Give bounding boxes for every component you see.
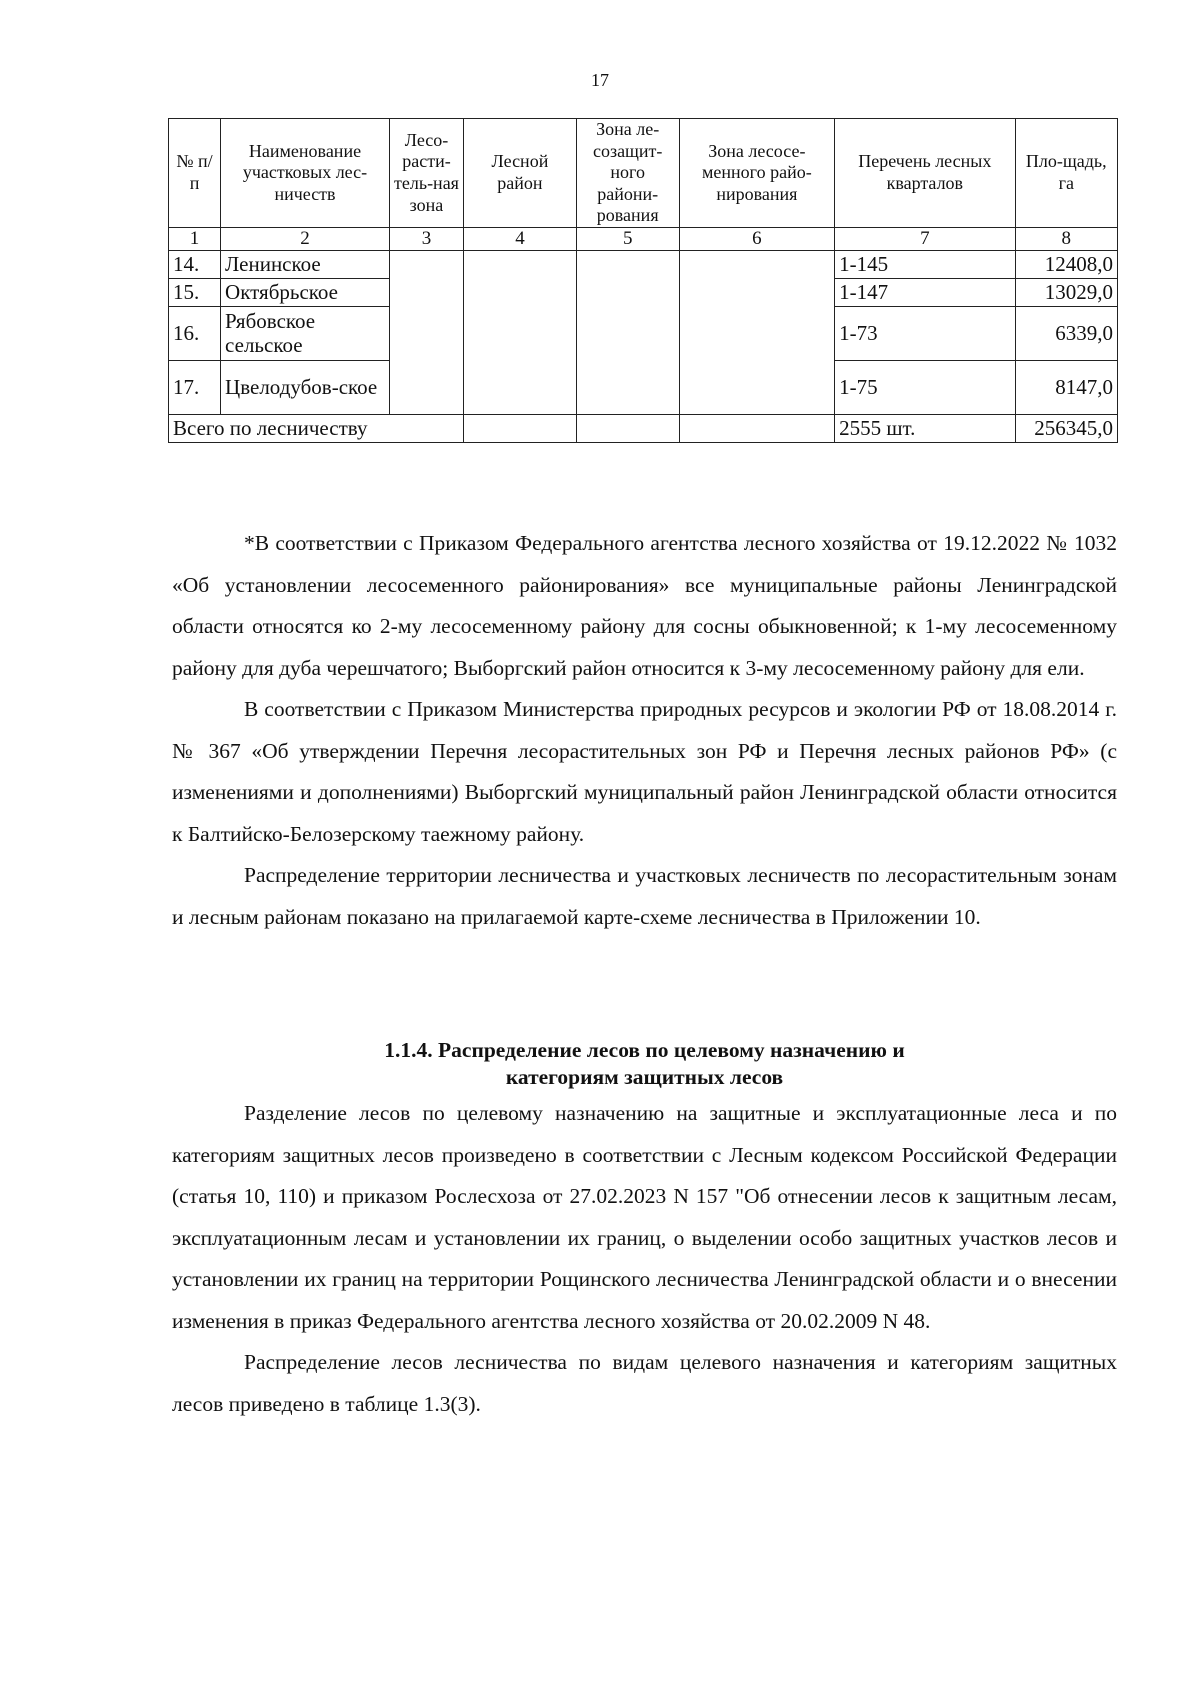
page-number: 17 [591,70,609,90]
paragraph: Разделение лесов по целевому назначению на защитные и эксплуатационные леса и по категориям защитных лесов произведено в соответствии с Лесным кодексом Российской Федерации (статья 10, 110) и приказом Рослесхоза от 27.02.2023 N 157 "Об отнесении лесов к защитным лесам, эксплуатационным лесам и установлении их границ, о выделении особо защитных участков лесов и установлении их границ на территории Рощинского лесничества Ленинградской области и о внесении изменения в приказ Федерального агентства лесного хозяйства от 20.02.2009 N 48. [172,1101,1117,1333]
row-quarters: 1-145 [835,250,1015,278]
header-forest-region: Лесной район [464,119,577,228]
row-quarters: 1-75 [835,360,1015,414]
row-quarters: 1-147 [835,278,1015,306]
empty-cell [679,414,835,442]
paragraph: Распределение территории лесничества и участковых лесничеств по лесорастительным зонам и лесным районам показано на прилагаемой карте-схеме лесничества в Приложении 10. [172,863,1117,929]
row-area: 12408,0 [1015,250,1117,278]
total-quarters: 2555 шт. [835,414,1015,442]
paragraph: В соответствии с Приказом Министерства природных ресурсов и экологии РФ от 18.08.2014 г. № 367 «Об утверждении Перечня лесорастительных зон РФ и Перечня лесных районов РФ» (с изменениями и дополнениями) Выборгский муниципальный район Ленинградской области относится к Балтийско-Белозерскому таежному району. [172,697,1117,846]
total-area: 256345,0 [1015,414,1117,442]
forest-districts-table [168,118,1118,443]
row-num: 14. [169,250,221,278]
paragraph: Распределение лесов лесничества по видам целевого назначения и категориям защитных лесов приведено в таблице 1.3(3). [172,1350,1117,1416]
column-number: 2 [221,227,390,250]
header-quarters: Перечень лесных кварталов [835,119,1015,228]
column-number: 7 [835,227,1015,250]
empty-cell [389,250,463,414]
column-number: 3 [389,227,463,250]
header-area: Пло-щадь, га [1015,119,1117,228]
heading-line-2: категориям защитных лесов [505,1065,784,1089]
row-name: Октябрьское [221,278,390,306]
column-number-row [169,227,1118,250]
section-heading [172,1037,1117,1091]
row-num: 16. [169,306,221,360]
table-total-row [169,414,1118,442]
header-seed-zone: Зона лесосе-менного райо-нирования [679,119,835,228]
row-name: Ленинское [221,250,390,278]
row-area: 6339,0 [1015,306,1117,360]
header-num: № п/п [169,119,221,228]
paragraph: *В соответствии с Приказом Федерального агентства лесного хозяйства от 19.12.2022 № 1032 «Об установлении лесосеменного районирования» все муниципальные районы Ленинградской области относятся ко 2-му лесосеменному району для сосны обыкновенной; к 1-му лесосеменному району для дуба черешчатого; Выборгский район относится к 3-му лесосеменному району для ели. [172,531,1117,680]
row-quarters: 1-73 [835,306,1015,360]
header-district-name: Наименование участковых лес-ничеств [221,119,390,228]
column-number: 1 [169,227,221,250]
row-area: 13029,0 [1015,278,1117,306]
empty-cell [464,414,577,442]
empty-cell [679,250,835,414]
column-number: 6 [679,227,835,250]
row-area: 8147,0 [1015,360,1117,414]
header-forest-zone: Лесо-расти-тель-ная зона [389,119,463,228]
table-row [169,250,1118,278]
column-number: 5 [576,227,679,250]
row-num: 17. [169,360,221,414]
table-header-row [169,119,1118,228]
heading-line-1: 1.1.4. Распределение лесов по целевому назначению и [384,1038,905,1062]
empty-cell [464,250,577,414]
row-name: Рябовское сельское [221,306,390,360]
column-number: 4 [464,227,577,250]
row-name: Цвелодубов-ское [221,360,390,414]
header-protection-zone: Зона ле-созащит-ного райони-рования [576,119,679,228]
body-text-block-1 [172,523,1117,938]
empty-cell [576,250,679,414]
empty-cell [576,414,679,442]
total-label: Всего по лесничеству [169,414,464,442]
body-text-block-2 [172,1093,1117,1425]
row-num: 15. [169,278,221,306]
column-number: 8 [1015,227,1117,250]
